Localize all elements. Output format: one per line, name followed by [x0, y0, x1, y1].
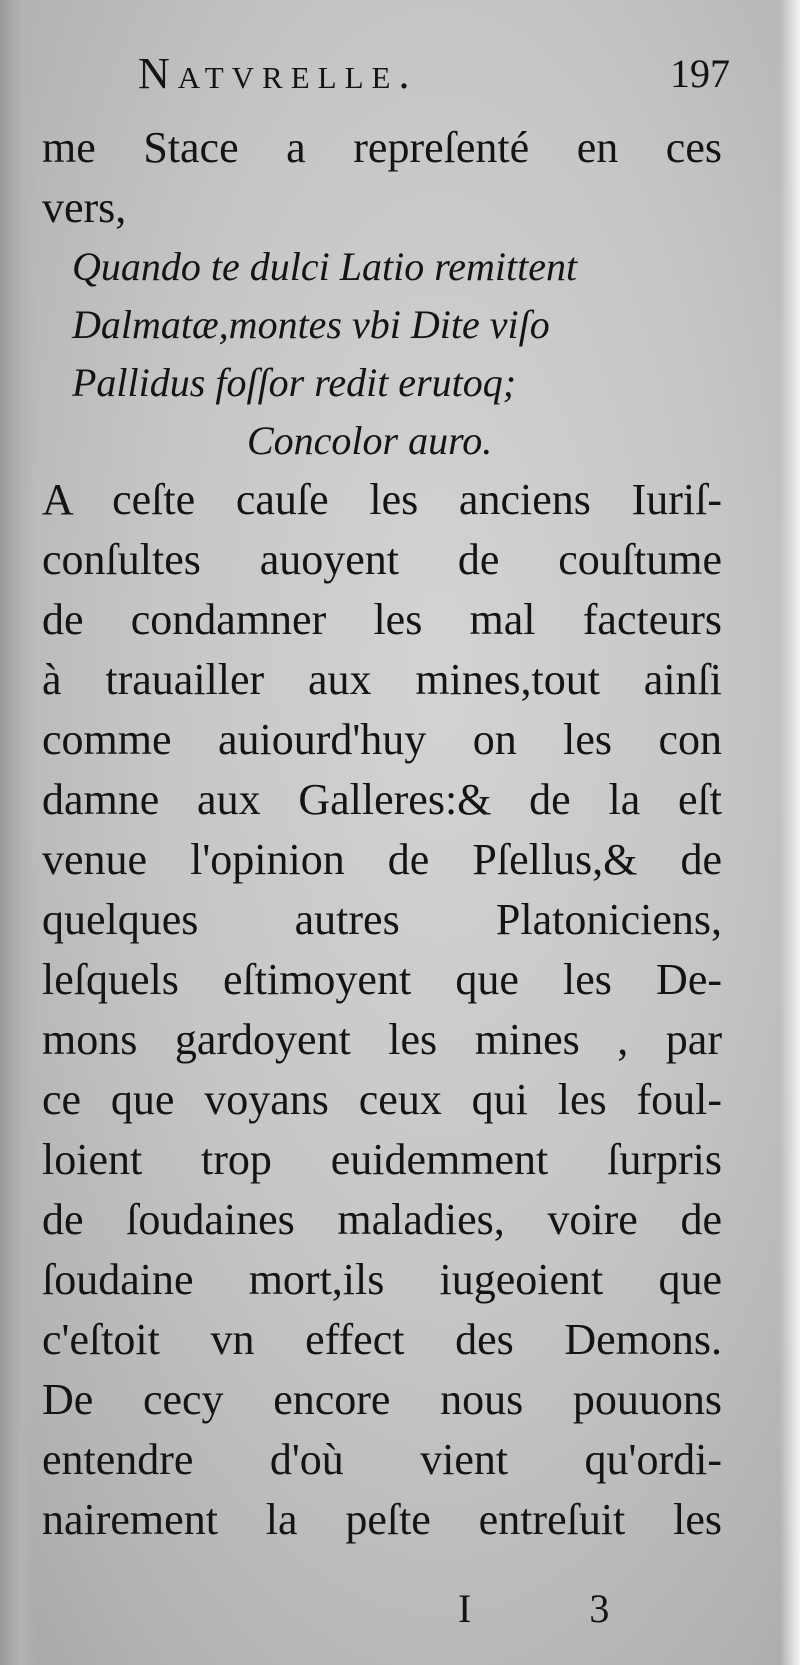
running-title: Natvrelle.: [138, 49, 418, 98]
text-line: ſoudaine mort,ils iugeoient que: [42, 1255, 722, 1304]
text-line: c'eſtoit vn effect des Demons.: [42, 1315, 722, 1364]
page-number: 197: [670, 51, 730, 96]
verse-line: Dalmatæ,montes vbi Dite viſo: [72, 302, 550, 347]
text-line: loient trop euidemment ſurpris: [42, 1135, 722, 1184]
text-line: venue l'opinion de Pſellus,& de: [42, 835, 722, 884]
text-line: De cecy encore nous pouuons: [42, 1375, 722, 1424]
page-edge-highlight: [780, 0, 800, 1665]
text-line: damne aux Galleres:& de la eſt: [42, 775, 722, 824]
text-line: à trauailler aux mines,tout ainſi: [42, 655, 722, 704]
text-line: entendre d'où vient qu'ordi-: [42, 1435, 722, 1484]
page-header: [138, 48, 730, 108]
verse-line: Pallidus foſſor redit erutoq;: [72, 360, 517, 405]
text-line: comme auiourd'huy on les con: [42, 715, 722, 764]
signature-mark: I 3: [458, 1586, 664, 1631]
text-line: A ceſte cauſe les anciens Iuriſ-: [42, 475, 722, 524]
text-line: vers,: [42, 183, 127, 232]
text-line: de ſoudaines maladies, voire de: [42, 1195, 722, 1244]
page-gutter-shadow: [0, 0, 36, 1665]
verse-line: Concolor auro.: [247, 418, 493, 463]
text-line: quelques autres Platoniciens,: [42, 895, 722, 944]
text-line: ce que voyans ceux qui les foul-: [42, 1075, 722, 1124]
text-line: conſultes auoyent de couſtume: [42, 535, 722, 584]
page-body: [42, 118, 722, 1550]
verse-line: Quando te dulci Latio remittent: [72, 244, 578, 289]
text-line: leſquels eſtimoyent que les De-: [42, 955, 722, 1004]
text-line: mons gardoyent les mines , par: [42, 1015, 722, 1064]
text-line: de condamner les mal facteurs: [42, 595, 722, 644]
text-line: nairement la peſte entreſuit les: [42, 1495, 722, 1544]
text-line: me Stace a repreſenté en ces: [42, 123, 722, 172]
